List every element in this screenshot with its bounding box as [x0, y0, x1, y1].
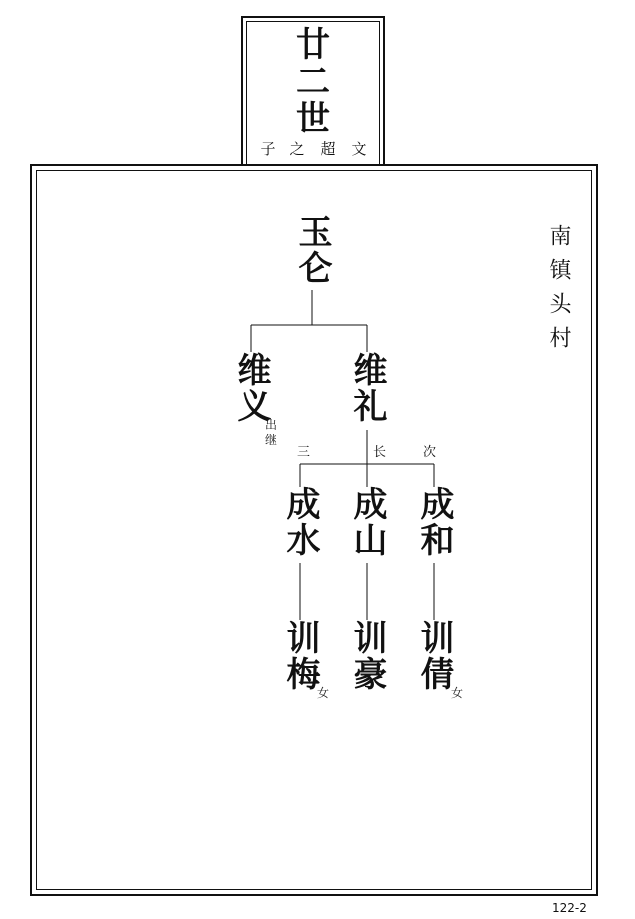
son-name: 维义 — [231, 352, 271, 424]
generation-char: 廿 — [296, 25, 330, 65]
gender-note: 女 — [451, 686, 464, 700]
adoption-note: 出 — [265, 418, 278, 432]
birth-order: 长 — [373, 445, 387, 460]
grandson-name: 成山 — [347, 486, 387, 558]
subtitle-char: 之 — [289, 140, 305, 158]
birth-order: 次 — [423, 445, 437, 460]
generation-char: 二 — [296, 62, 330, 102]
grandson-name: 成和 — [414, 486, 454, 558]
subtitle-char: 子 — [260, 140, 276, 158]
child-name: 训豪 — [347, 620, 387, 692]
village-label: 南镇头村 — [546, 224, 571, 360]
generation-char: 世 — [296, 99, 330, 139]
gender-note: 女 — [317, 686, 330, 700]
adoption-note: 继 — [265, 433, 278, 447]
child-name: 训梅 — [280, 620, 320, 692]
subtitle-char: 超 — [320, 140, 336, 158]
root-name: 玉仑 — [292, 214, 332, 286]
grandson-name: 成水 — [280, 486, 320, 558]
son-name: 维礼 — [347, 352, 387, 424]
page-number: 122-2 — [552, 901, 587, 915]
subtitle-char: 文 — [351, 140, 367, 158]
child-name: 训倩 — [414, 620, 454, 692]
birth-order: 三 — [297, 445, 311, 460]
